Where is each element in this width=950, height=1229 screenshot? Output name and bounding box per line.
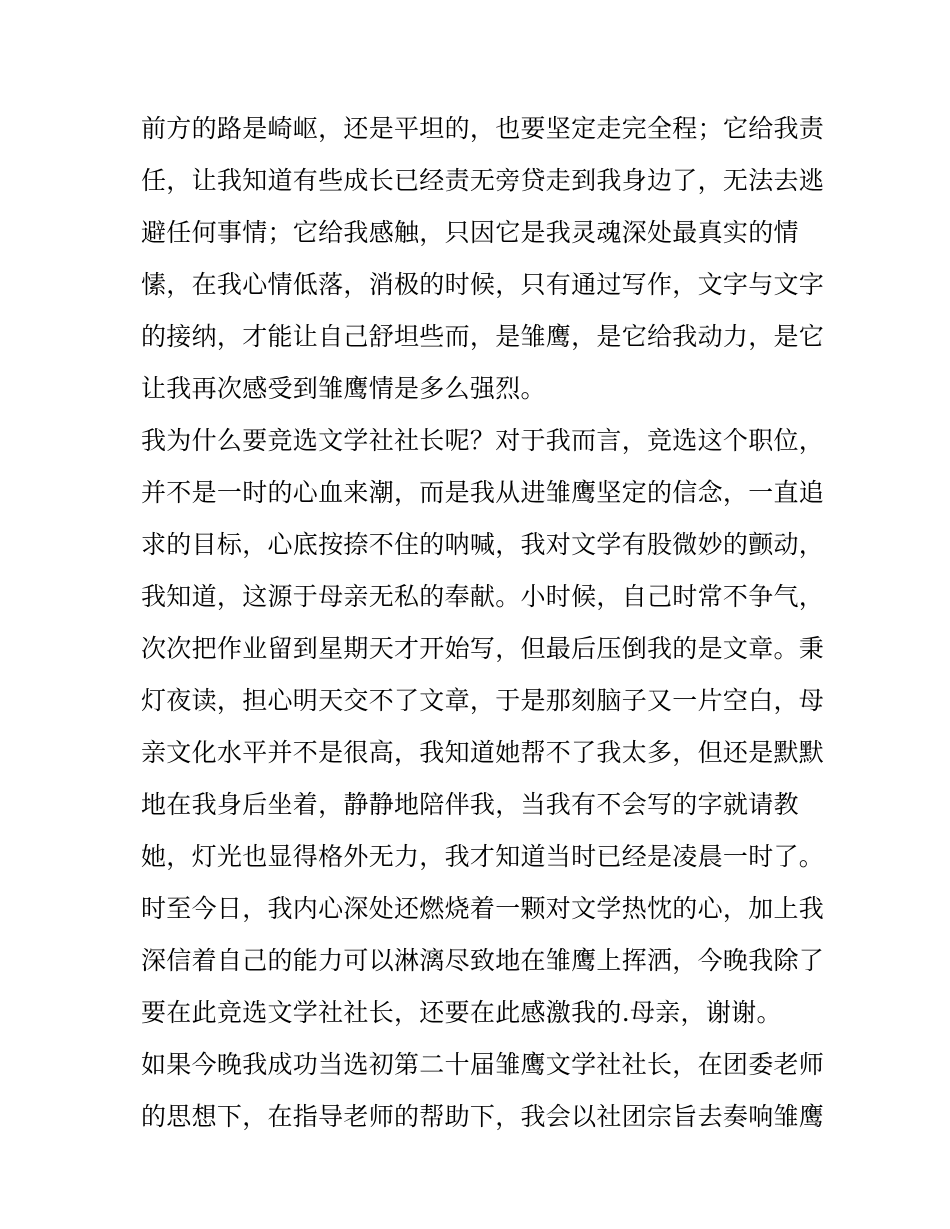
text-line: 如果今晚我成功当选初第二十届雏鹰文学社社长，在团委老师 (141, 1050, 825, 1079)
text-line: 前方的路是崎岖，还是平坦的，也要坚定走完全程；它给我责 (141, 114, 825, 143)
text-line: 让我再次感受到雏鹰情是多么强烈。 (141, 374, 546, 403)
text-line: 并不是一时的心血来潮，而是我从进雏鹰坚定的信念，一直追 (141, 478, 825, 507)
text-line: 要在此竞选文学社社长，还要在此感激我的.母亲，谢谢。 (141, 998, 782, 1027)
text-line: 亲文化水平并不是很高，我知道她帮不了我太多，但还是默默 (141, 738, 825, 767)
text-line: 的接纳，才能让自己舒坦些而，是雏鹰，是它给我动力，是它 (141, 322, 825, 351)
text-line: 愫，在我心情低落，消极的时候，只有通过写作，文字与文字 (141, 270, 825, 299)
text-line: 我知道，这源于母亲无私的奉献。小时候，自己时常不争气， (141, 582, 825, 611)
text-line: 深信着自己的能力可以淋漓尽致地在雏鹰上挥洒，今晚我除了 (141, 946, 825, 975)
text-line: 时至今日，我内心深处还燃烧着一颗对文学热忱的心，加上我 (141, 894, 825, 923)
text-line: 灯夜读，担心明天交不了文章，于是那刻脑子又一片空白，母 (141, 686, 825, 715)
text-line: 我为什么要竞选文学社社长呢？对于我而言，竞选这个职位， (141, 426, 825, 455)
text-line: 她，灯光也显得格外无力，我才知道当时已经是凌晨一时了。 (141, 842, 825, 871)
document-body (141, 103, 825, 1143)
text-line: 地在我身后坐着，静静地陪伴我，当我有不会写的字就请教 (141, 790, 799, 819)
text-line: 的思想下，在指导老师的帮助下，我会以社团宗旨去奏响雏鹰 (141, 1102, 825, 1131)
text-line: 求的目标，心底按捺不住的呐喊，我对文学有股微妙的颤动， (141, 530, 825, 559)
text-line: 避任何事情；它给我感触，只因它是我灵魂深处最真实的情 (141, 218, 799, 247)
text-line: 次次把作业留到星期天才开始写，但最后压倒我的是文章。秉 (141, 634, 825, 663)
text-line: 任，让我知道有些成长已经责无旁贷走到我身边了，无法去逃 (141, 166, 825, 195)
